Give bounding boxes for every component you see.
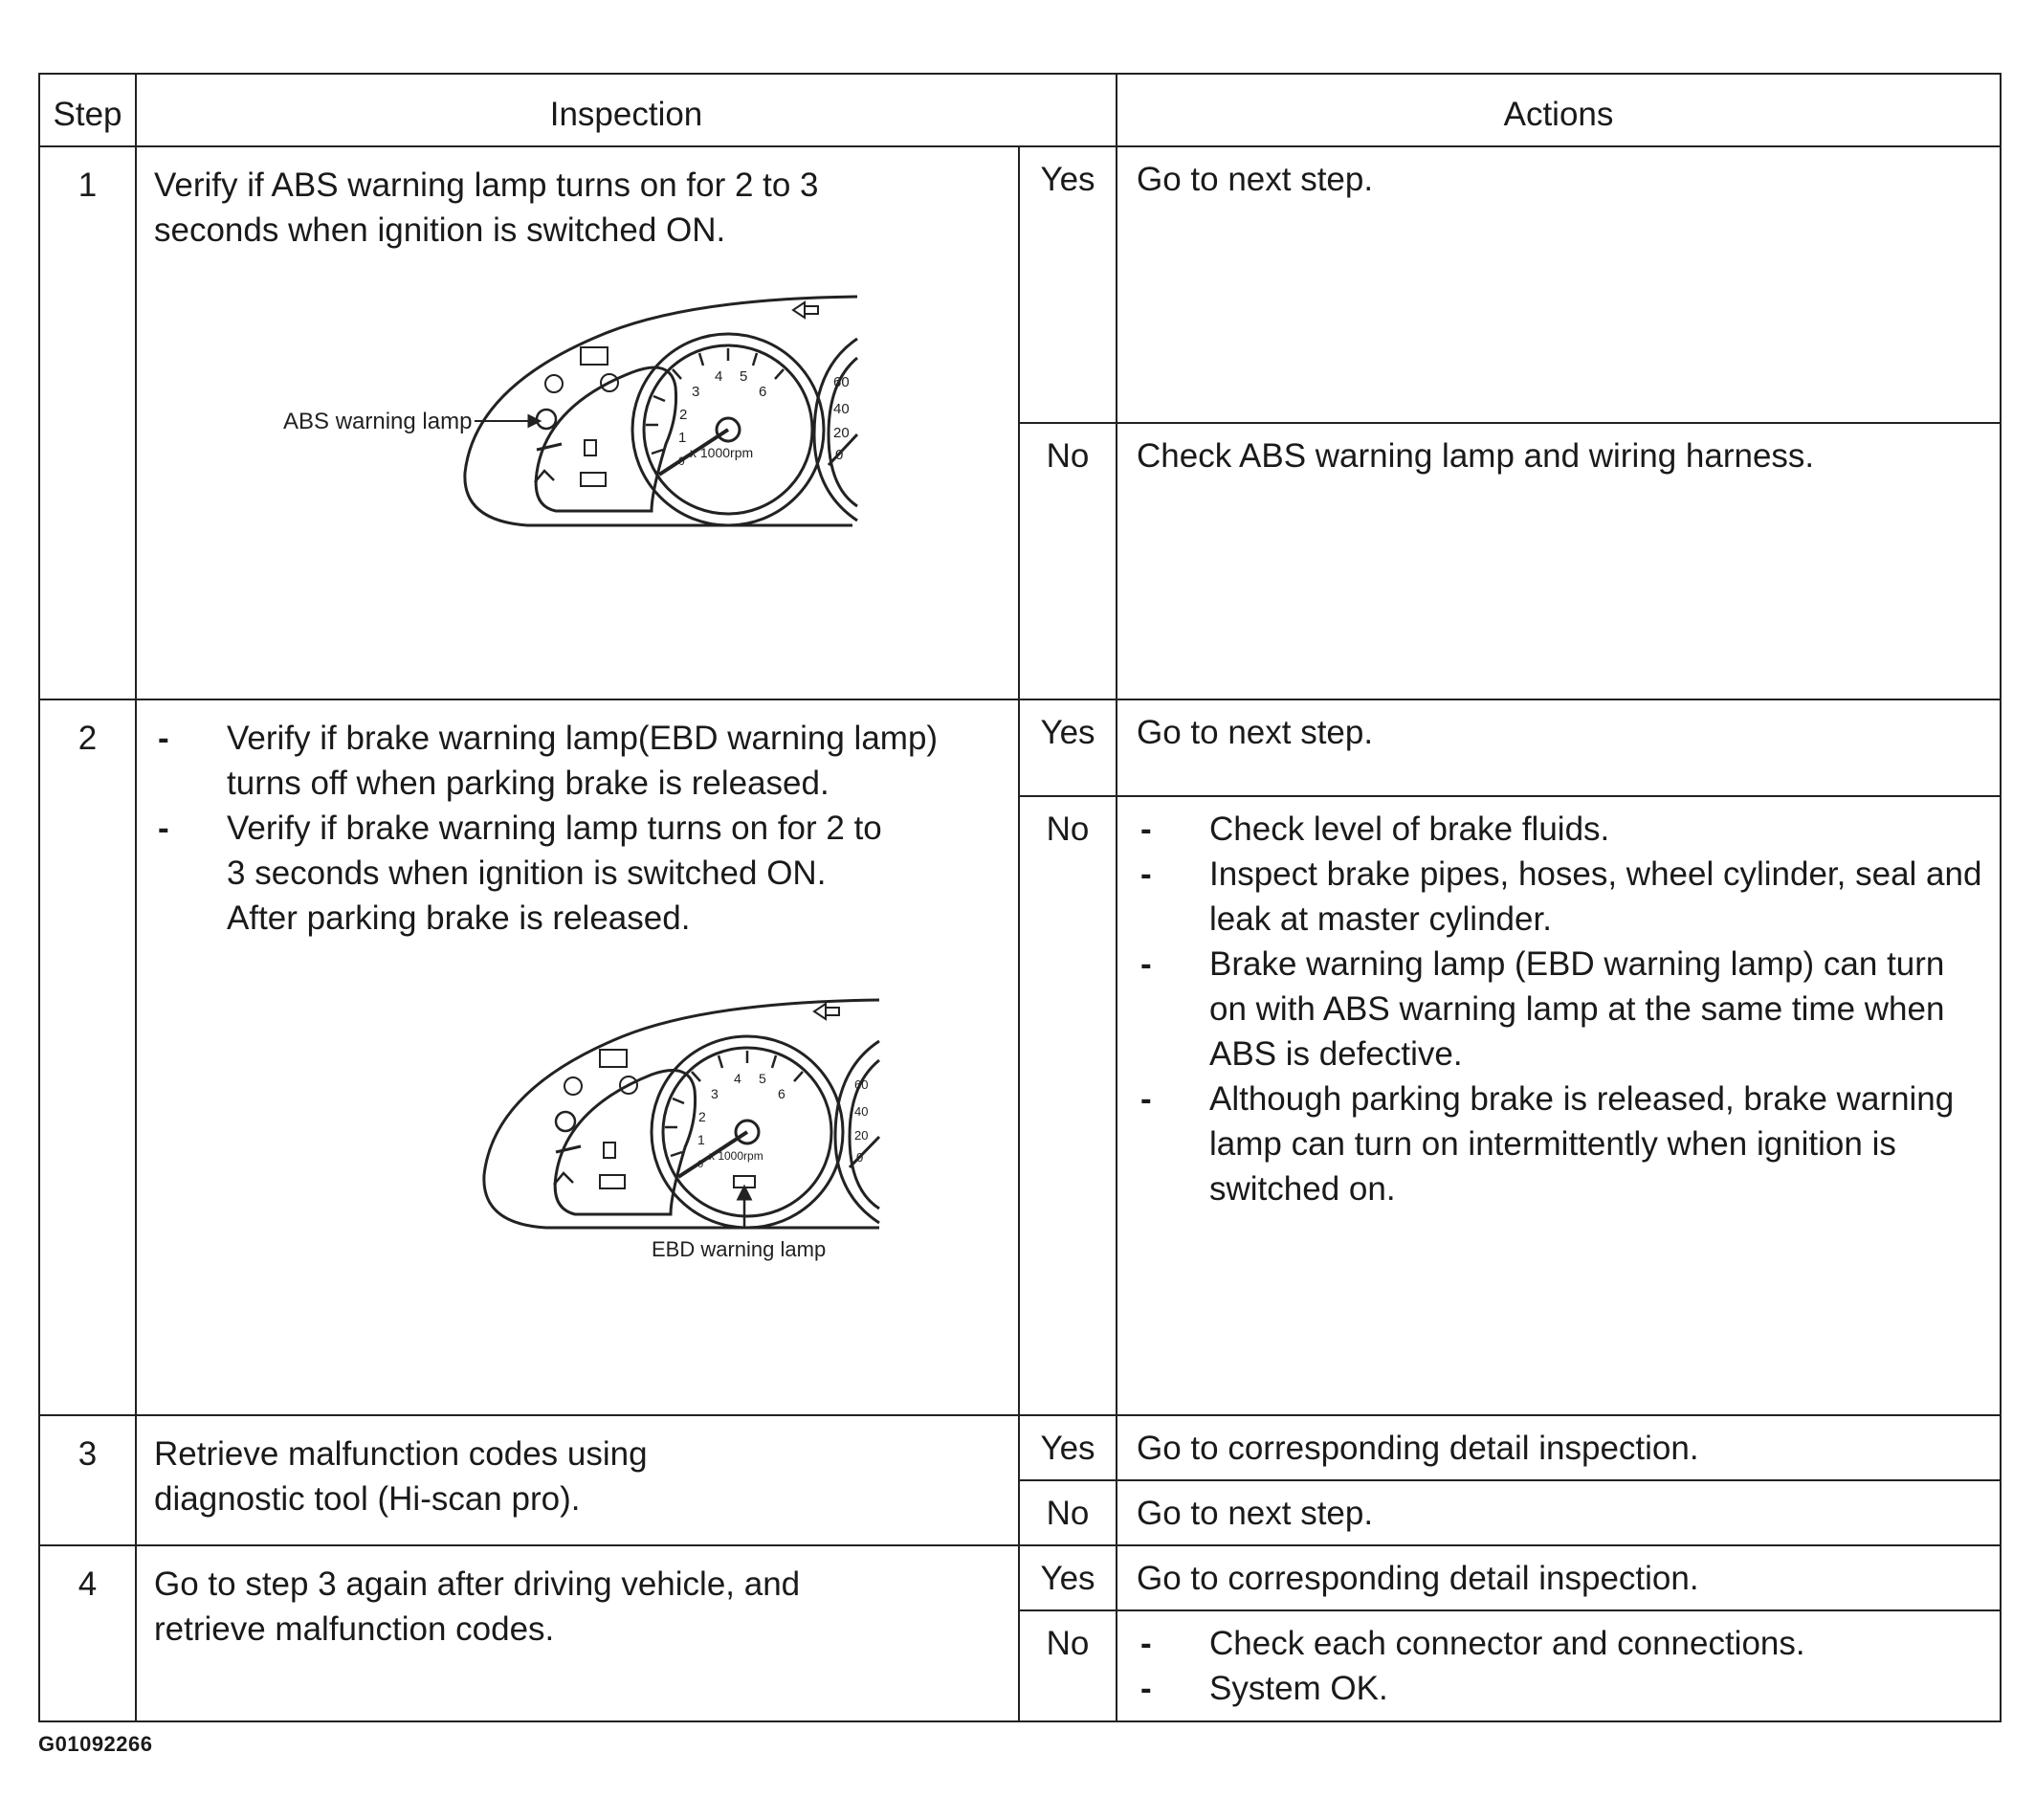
inspection-text: Go to step 3 again after driving vehicle, and retrieve malfunction codes. — [136, 1545, 1019, 1721]
table-row — [39, 1545, 2001, 1610]
speed-number: 60 — [833, 374, 850, 390]
tach-zero: 0 — [697, 1159, 704, 1170]
no-label: No — [1019, 1480, 1117, 1545]
yes-label: Yes — [1019, 1545, 1117, 1610]
rear-defrost-icon — [600, 1050, 627, 1067]
no-action: Go to next step. — [1117, 1480, 2001, 1545]
speed-number: 0 — [856, 1150, 864, 1165]
tach-number: 6 — [759, 384, 767, 400]
no-action-item: - Inspect brake pipes, hoses, wheel cylinder, seal and leak at master cylinder. — [1137, 852, 1986, 942]
turn-signal-icon — [814, 1004, 839, 1019]
check-engine-icon — [600, 1175, 625, 1188]
no-actions-cell — [1117, 1610, 2001, 1721]
instrument-cluster-figure — [154, 941, 1005, 1297]
figure-id: G01092266 — [38, 1732, 153, 1756]
no-label: No — [1019, 796, 1117, 1415]
no-label: No — [1019, 1610, 1117, 1721]
no-action-item: - Brake warning lamp (EBD warning lamp) can turn on with ABS warning lamp at the same time when ABS is defective. — [1137, 942, 1986, 1076]
yes-label: Yes — [1019, 1415, 1117, 1480]
instrument-cluster-diagram — [154, 941, 996, 1285]
speed-number: 40 — [833, 401, 850, 417]
tach-number: 1 — [678, 430, 687, 446]
tach-unit: x 1000rpm — [709, 1149, 763, 1163]
speed-number: 60 — [854, 1077, 869, 1092]
tach-number: 1 — [697, 1132, 705, 1147]
seatbelt-icon — [604, 1143, 615, 1158]
yes-label: Yes — [1019, 146, 1117, 423]
table-row — [39, 146, 2001, 423]
diagnosis-table — [38, 73, 2002, 1722]
figure-callout-label: ABS warning lamp — [283, 409, 473, 434]
tach-number: 6 — [778, 1086, 785, 1101]
step-number: 1 — [39, 146, 136, 699]
speed-number: 0 — [835, 447, 844, 463]
instrument-cluster-diagram — [154, 253, 996, 540]
no-action-item: - Check each connector and connections. — [1137, 1621, 1986, 1666]
check-engine-icon — [581, 473, 606, 486]
tach-unit: x 1000rpm — [690, 445, 754, 460]
abs-lamp-icon — [537, 410, 556, 429]
table-header-row — [39, 74, 2001, 146]
tach-number: 3 — [692, 384, 700, 400]
tach-number: 4 — [734, 1071, 741, 1086]
step-number: 2 — [39, 699, 136, 1415]
cluster-outline — [465, 297, 857, 525]
table-row — [39, 699, 2001, 796]
header-step: Step — [39, 74, 136, 146]
yes-action: Go to next step. — [1117, 146, 2001, 423]
door-ajar-icon — [537, 444, 562, 450]
tach-zero: 0 — [678, 455, 685, 468]
fog-lamp-icon — [545, 375, 563, 392]
no-action-list — [1137, 807, 1986, 1211]
no-actions-cell — [1117, 796, 2001, 1415]
no-action-item: - Although parking brake is released, brake warning lamp can turn on intermittently when ignition is switched on. — [1137, 1076, 1986, 1211]
ebd-arrow-icon — [739, 1187, 750, 1199]
step-number: 3 — [39, 1415, 136, 1545]
step-number: 4 — [39, 1545, 136, 1721]
inspection-list — [154, 716, 1005, 941]
yes-action: Go to corresponding detail inspection. — [1117, 1415, 2001, 1480]
no-label: No — [1019, 423, 1117, 699]
turn-signal-icon — [793, 302, 818, 318]
no-action-item: - System OK. — [1137, 1666, 1986, 1711]
speed-number: 40 — [854, 1104, 869, 1119]
no-action-list — [1137, 1621, 1986, 1711]
header-actions: Actions — [1117, 74, 2001, 146]
tach-number: 2 — [698, 1109, 706, 1124]
tach-number: 5 — [740, 368, 748, 385]
no-action-item: - Check level of brake fluids. — [1137, 807, 1986, 852]
no-action: Check ABS warning lamp and wiring harness. — [1117, 423, 2001, 699]
yes-action: Go to corresponding detail inspection. — [1117, 1545, 2001, 1610]
yes-action: Go to next step. — [1117, 699, 2001, 796]
speed-number: 20 — [833, 425, 850, 441]
tach-number: 2 — [679, 407, 688, 423]
inspection-item: - Verify if brake warning lamp turns on for 2 to 3 seconds when ignition is switched ON. After parking brake is released. — [154, 806, 1005, 941]
rear-defrost-icon — [581, 347, 608, 365]
inspection-text: Verify if ABS warning lamp turns on for 2 to 3 seconds when ignition is switched ON. — [154, 166, 819, 249]
inspection-cell — [136, 146, 1019, 699]
tach-number: 3 — [711, 1086, 719, 1101]
speed-number: 20 — [854, 1128, 869, 1143]
fog-lamp-icon — [564, 1077, 582, 1095]
figure-callout-label: EBD warning lamp — [652, 1237, 827, 1261]
door-ajar-icon — [556, 1146, 581, 1152]
inspection-text: Retrieve malfunction codes using diagnostic tool (Hi-scan pro). — [136, 1415, 1019, 1545]
yes-label: Yes — [1019, 699, 1117, 796]
inspection-cell — [136, 699, 1019, 1415]
abs-lamp-icon — [556, 1112, 575, 1131]
inspection-item: - Verify if brake warning lamp(EBD warning lamp) turns off when parking brake is released. — [154, 716, 1005, 806]
tach-number: 5 — [759, 1071, 766, 1086]
seatbelt-icon — [585, 440, 596, 455]
header-inspection: Inspection — [136, 74, 1117, 146]
instrument-cluster-figure — [154, 253, 1005, 551]
tach-number: 4 — [715, 368, 723, 385]
table-row — [39, 1415, 2001, 1480]
